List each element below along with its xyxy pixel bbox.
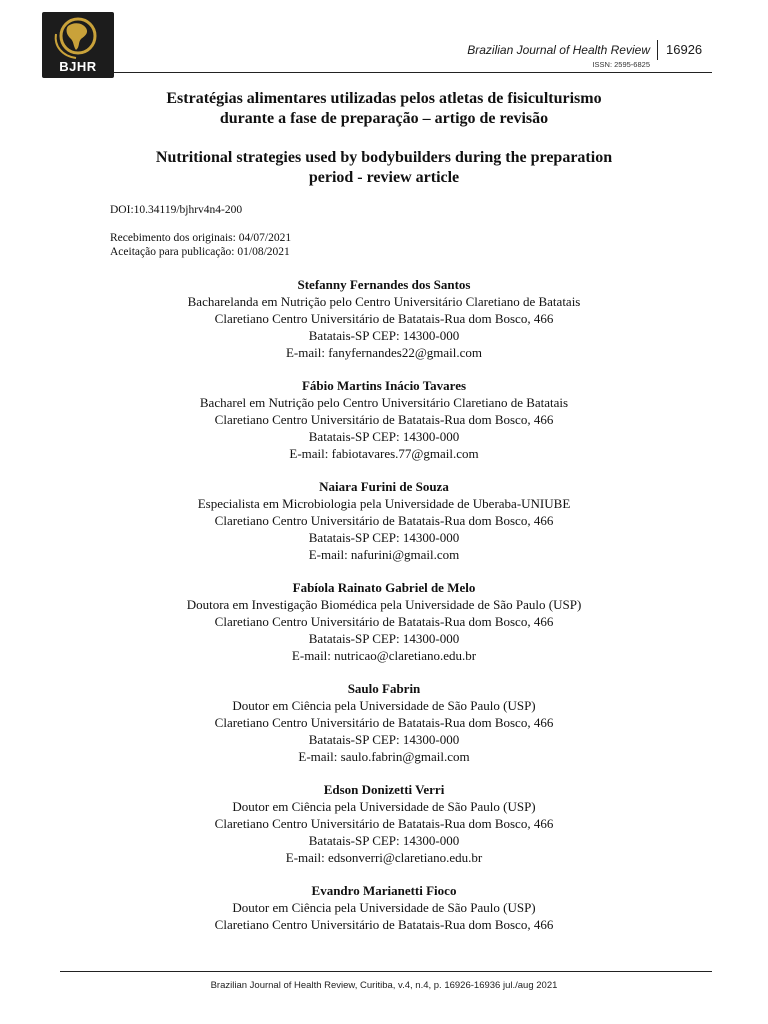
author-institution: Claretiano Centro Universitário de Batatais-Rua dom Bosco, 466 (214, 614, 554, 629)
author-institution: Claretiano Centro Universitário de Batatais-Rua dom Bosco, 466 (214, 311, 554, 326)
page-number: 16926 (666, 42, 703, 57)
author-institution: Claretiano Centro Universitário de Batatais-Rua dom Bosco, 466 (214, 513, 554, 528)
journal-name: Brazilian Journal of Health Review (467, 43, 650, 57)
author-block (0, 377, 768, 462)
accepted-date: Aceitação para publicação: 01/08/2021 (110, 246, 290, 258)
author-email: E-mail: fanyfernandes22@gmail.com (285, 345, 483, 360)
author-name: Naiara Furini de Souza (319, 479, 449, 494)
author-degree: Doutor em Ciência pela Universidade de São Paulo (USP) (232, 799, 536, 814)
logo-text: BJHR (59, 59, 97, 74)
author-email: E-mail: nutricao@claretiano.edu.br (291, 648, 477, 663)
author-city: Batatais-SP CEP: 14300-000 (308, 530, 460, 545)
footer-rule (60, 971, 712, 972)
author-name: Edson Donizetti Verri (323, 782, 445, 797)
author-block (0, 579, 768, 664)
author-name: Stefanny Fernandes dos Santos (297, 277, 471, 292)
author-block (0, 882, 768, 933)
title-portuguese (90, 89, 678, 129)
author-institution: Claretiano Centro Universitário de Batatais-Rua dom Bosco, 466 (214, 412, 554, 427)
issn: ISSN: 2595-6825 (592, 60, 650, 69)
header-divider (657, 40, 658, 60)
author-city: Batatais-SP CEP: 14300-000 (308, 328, 460, 343)
author-name: Evandro Marianetti Fioco (311, 883, 457, 898)
author-city: Batatais-SP CEP: 14300-000 (308, 833, 460, 848)
title-pt-line-2: durante a fase de preparação – artigo de revisão (219, 110, 549, 127)
author-block (0, 478, 768, 563)
title-english (90, 148, 678, 188)
header-rule (114, 72, 712, 73)
journal-logo (42, 12, 114, 78)
author-city: Batatais-SP CEP: 14300-000 (308, 732, 460, 747)
author-institution: Claretiano Centro Universitário de Batatais-Rua dom Bosco, 466 (214, 917, 554, 932)
received-date: Recebimento dos originais: 04/07/2021 (110, 232, 292, 244)
author-block (0, 781, 768, 866)
author-block (0, 276, 768, 361)
footer-citation: Brazilian Journal of Health Review, Curitiba, v.4, n.4, p. 16926-16936 jul./aug 2021 (210, 980, 558, 991)
title-en-line-1: Nutritional strategies used by bodybuilders during the preparation (155, 149, 613, 166)
title-pt-line-1: Estratégias alimentares utilizadas pelos atletas de fisiculturismo (166, 90, 602, 107)
author-block (0, 680, 768, 765)
author-name: Fábio Martins Inácio Tavares (301, 378, 467, 393)
author-email: E-mail: saulo.fabrin@gmail.com (298, 749, 470, 764)
author-institution: Claretiano Centro Universitário de Batatais-Rua dom Bosco, 466 (214, 816, 554, 831)
author-degree: Doutor em Ciência pela Universidade de São Paulo (USP) (232, 698, 536, 713)
author-name: Fabíola Rainato Gabriel de Melo (292, 580, 476, 595)
author-city: Batatais-SP CEP: 14300-000 (308, 631, 460, 646)
author-email: E-mail: nafurini@gmail.com (308, 547, 460, 562)
author-degree: Especialista em Microbiologia pela Universidade de Uberaba-UNIUBE (197, 496, 571, 511)
author-email: E-mail: fabiotavares.77@gmail.com (289, 446, 479, 461)
author-degree: Bacharel em Nutrição pelo Centro Universitário Claretiano de Batatais (199, 395, 569, 410)
author-list (0, 276, 768, 933)
author-city: Batatais-SP CEP: 14300-000 (308, 429, 460, 444)
title-en-line-2: period - review article (308, 169, 460, 186)
author-institution: Claretiano Centro Universitário de Batatais-Rua dom Bosco, 466 (214, 715, 554, 730)
author-degree: Doutora em Investigação Biomédica pela Universidade de São Paulo (USP) (186, 597, 582, 612)
author-name: Saulo Fabrin (347, 681, 421, 696)
author-degree: Bacharelanda em Nutrição pelo Centro Universitário Claretiano de Batatais (187, 294, 581, 309)
author-degree: Doutor em Ciência pela Universidade de São Paulo (USP) (232, 900, 536, 915)
doi: DOI:10.34119/bjhrv4n4-200 (110, 204, 243, 216)
author-email: E-mail: edsonverri@claretiano.edu.br (285, 850, 483, 865)
